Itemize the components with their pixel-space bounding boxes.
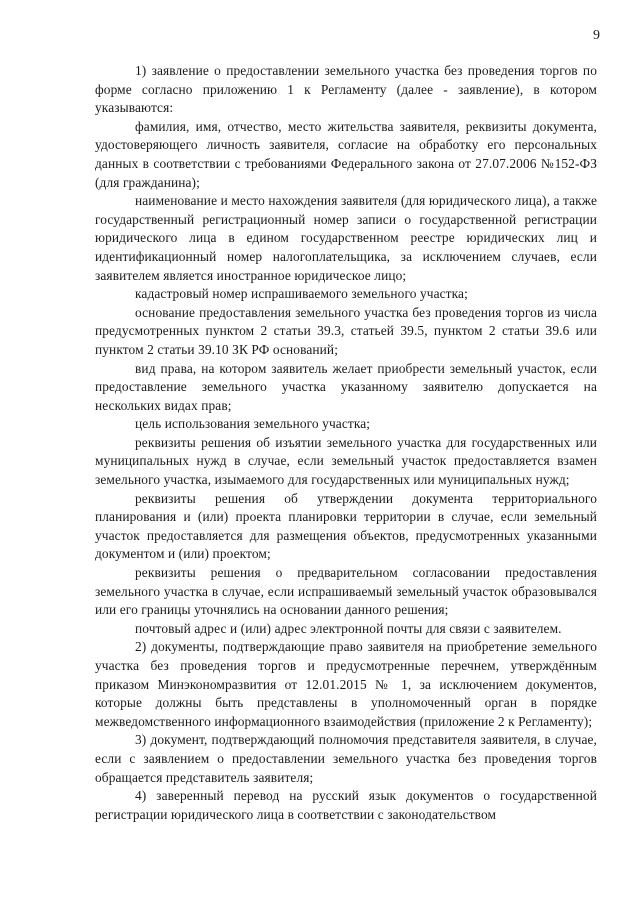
paragraph-translation: 4) заверенный перевод на русский язык документов о государственной регистрации юридического лица в соответствии с законодательством <box>95 788 597 822</box>
paragraph-legal-entity-details: наименование и место нахождения заявителя (для юридического лица), а также государственный регистрационный номер записи о государственной регистрации юридического лица в едином государственном реестре юридических лиц и идентификационный номер налогоплательщика, за исключением случаев, если заявителем является иностранное юридическое лицо; <box>95 193 597 283</box>
paragraph-right-type: вид права, на котором заявитель желает приобрести земельный участок, если предоставление земельного участка указанному заявителю допускается на нескольких видах прав; <box>95 360 597 413</box>
page-number: 9 <box>593 28 600 43</box>
paragraph-contact-address: почтовый адрес и (или) адрес электронной почты для связи с заявителем. <box>135 620 562 636</box>
paragraph-citizen-details: фамилия, имя, отчество, место жительства заявителя, реквизиты документа, удостоверяющего личность заявителя, согласие на обработку его персональных данных в соответствии с требованиями Федерального закона от 27.07.2006 №152-ФЗ (для гражданина); <box>95 118 597 190</box>
paragraph-supporting-documents: 2) документы, подтверждающие право заявителя на приобретение земельного участка без проведения торгов и предусмотренные перечнем, утверждённым приказом Минэкономразвития от 12.01.2015 № 1, за исключением документов, которые должны быть представлены в уполномоченный орган в порядке межведомственного информационного взаимодействия (приложение 2 к Регламенту); <box>95 639 597 729</box>
paragraph-representative-authority: 3) документ, подтверждающий полномочия представителя заявителя, в случае, если с заявлением о предоставлении земельного участка без проведения торгов обращается представитель заявителя; <box>95 732 597 785</box>
paragraph-cadastral-number: кадастровый номер испрашиваемого земельного участка; <box>135 286 468 302</box>
paragraph-preliminary-approval: реквизиты решения о предварительном согласовании предоставления земельного участка в случае, если испрашиваемый земельный участок образовывался или его границы уточнялись на основании данного решения; <box>95 565 597 618</box>
paragraph-land-use-purpose: цель использования земельного участка; <box>135 416 371 432</box>
paragraph-withdrawal-decision: реквизиты решения об изъятии земельного участка для государственных или муниципальных нужд в случае, если земельный участок предоставляется взамен земельного участка, изымаемого для государственных или муниципальных нужд; <box>95 434 597 488</box>
paragraph-application: 1) заявление о предоставлении земельного участка без проведения торгов по форме согласно приложению 1 к Регламенту (далее - заявление), в котором указываются: <box>95 63 597 116</box>
document-body <box>95 62 597 824</box>
paragraph-basis: основание предоставления земельного участка без проведения торгов из числа предусмотренных пунктом 2 статьи 39.3, статьей 39.5, пунктом 2 статьи 39.6 или пунктом 2 статьи 39.10 ЗК РФ оснований; <box>95 304 597 357</box>
paragraph-planning-decision: реквизиты решения об утверждении документа территориального планирования и (или) проекта планировки территории в случае, если земельный участок предоставляется для размещения объектов, предусмотренных указанными документом и (или) проектом; <box>95 490 597 562</box>
